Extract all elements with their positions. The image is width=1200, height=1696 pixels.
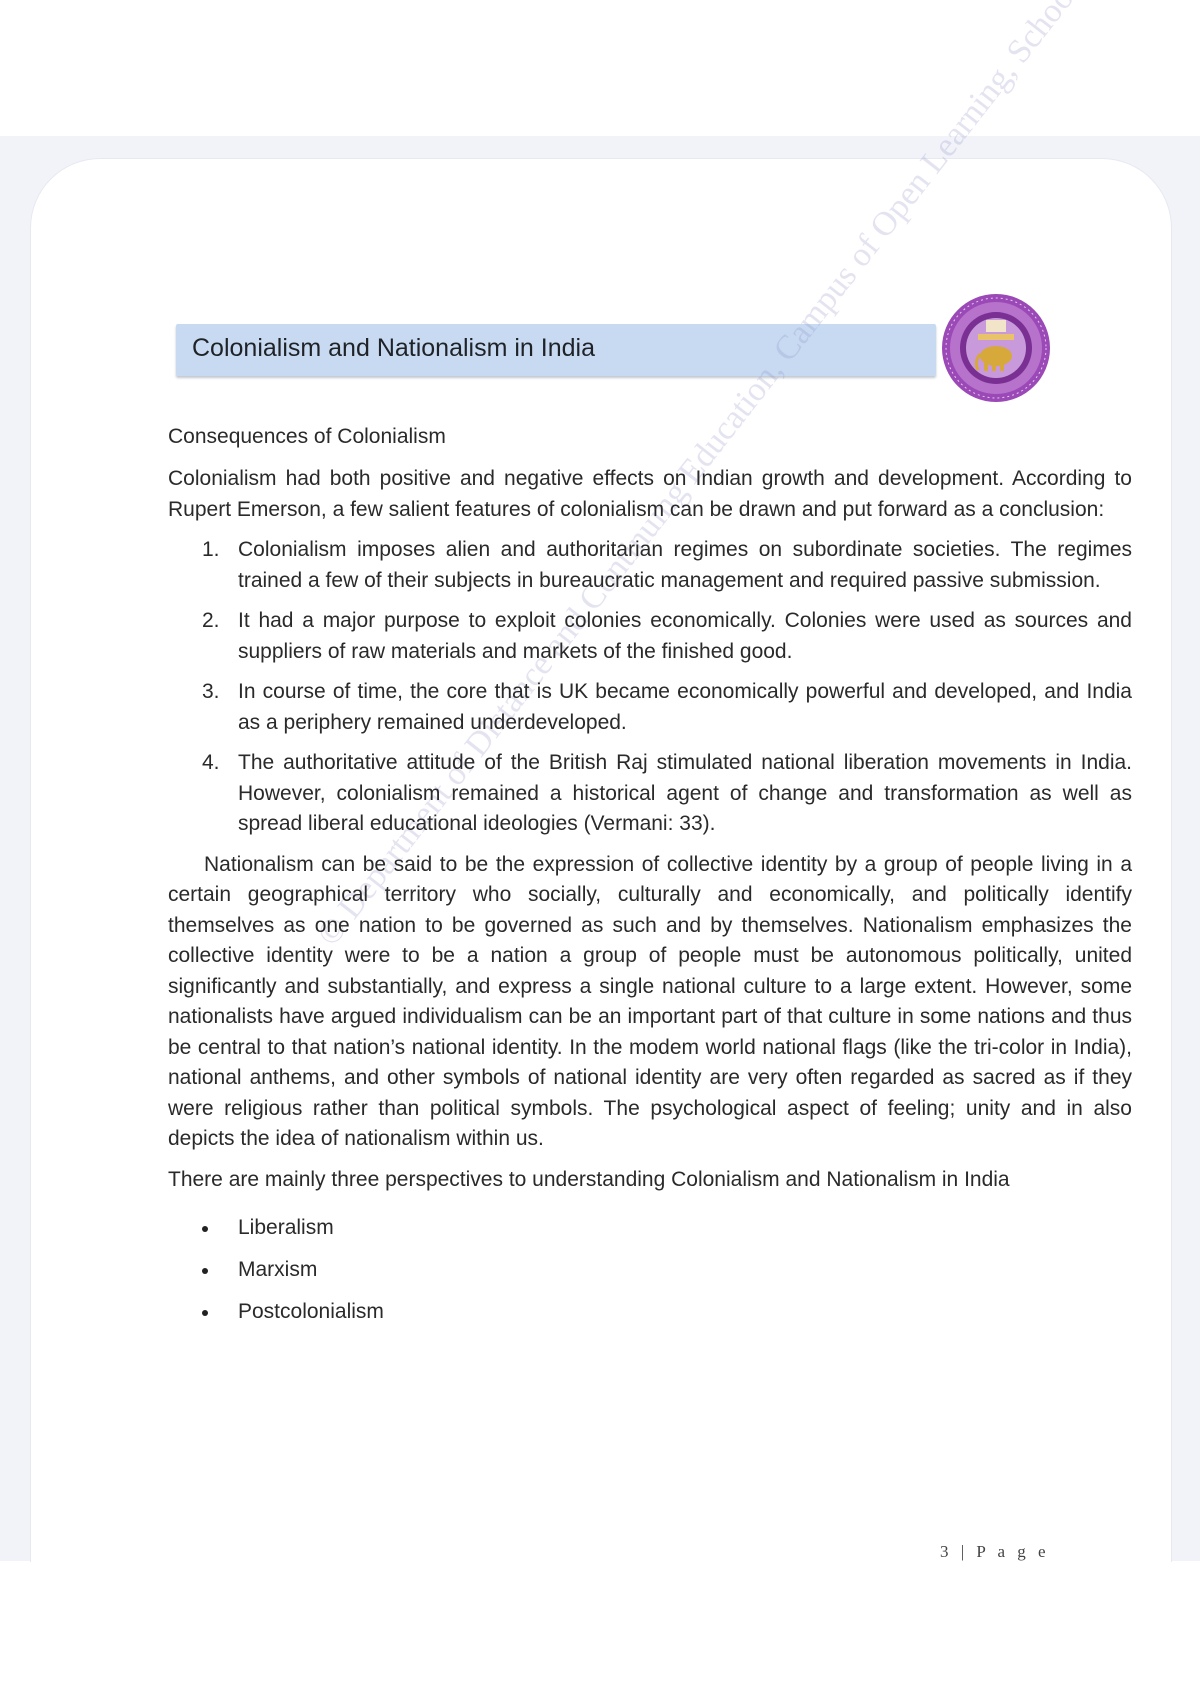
list-item-text: Colonialism imposes alien and authoritarian regimes on subordinate societies. The regimes trained a few of their subjects in bureaucratic management and required passive submission. (238, 538, 1132, 592)
page-number: 3 | P a g e (940, 1542, 1050, 1561)
university-seal-logo (940, 292, 1052, 404)
watermark-text: © Department of Distance and Continuing Education, Campus of Open Learning, School (310, 0, 1087, 953)
list-item-text: Liberalism (238, 1216, 334, 1239)
main-content (168, 422, 1132, 1339)
list-item-text: Marxism (238, 1258, 318, 1281)
chapter-title: Colonialism and Nationalism in India (192, 334, 595, 362)
list-number: 4. (202, 751, 220, 774)
list-item (168, 1297, 1132, 1327)
list-number: 1. (202, 538, 220, 561)
perspectives-intro: There are mainly three perspectives to understanding Colonialism and Nationalism in India (168, 1167, 1010, 1191)
list-item (168, 677, 1132, 738)
nationalism-paragraph: Nationalism can be said to be the expression of collective identity by a group of people living in a certain geographical territory who socially, culturally and economically, and politically identify themselves as one nation to be governed as such and by themselves. Nationalism emphasizes the collective identity were to be a nation a group of people must be autonomous politically, united significantly and substantially, and express a single national culture to a large extent. However, some nationalists have argued individualism can be an important part of that culture in some nations and thus be central to that nation’s national identity. In the modem world national flags (like the tri-color in India), national anthems, and other symbols of national identity are very often regarded as sacred as if they were religious rather than political symbols. The psychological aspect of feeling; unity and in also depicts the idea of nationalism within us. (168, 852, 1132, 1150)
list-item-text: In course of time, the core that is UK became economically powerful and developed, and India as a periphery remained underdeveloped. (238, 680, 1132, 734)
list-item (168, 1255, 1132, 1285)
bullet-icon (202, 1310, 208, 1316)
list-item-text: The authoritative attitude of the British Raj stimulated national liberation movements in India. However, colonialism remained a historical agent of change and transformation as well as spread liberal educational ideologies (Vermani: 33). (238, 751, 1132, 835)
perspectives-list (168, 1213, 1132, 1327)
consequences-list (168, 535, 1132, 840)
chapter-header-bar (176, 324, 936, 376)
list-item (168, 748, 1132, 840)
list-number: 3. (202, 680, 220, 703)
section-heading: Consequences of Colonialism (168, 425, 446, 448)
list-item-text: It had a major purpose to exploit colonies economically. Colonies were used as sources and suppliers of raw materials and markets of the finished good. (238, 609, 1132, 663)
intro-paragraph: Colonialism had both positive and negative effects on Indian growth and development. According to Rupert Emerson, a few salient features of colonialism can be drawn and put forward as a conclusion: (168, 467, 1132, 521)
list-item (168, 606, 1132, 667)
list-number: 2. (202, 609, 220, 632)
bullet-icon (202, 1226, 208, 1232)
list-item (168, 1213, 1132, 1243)
list-item-text: Postcolonialism (238, 1300, 384, 1323)
list-item (168, 535, 1132, 596)
bullet-icon (202, 1268, 208, 1274)
